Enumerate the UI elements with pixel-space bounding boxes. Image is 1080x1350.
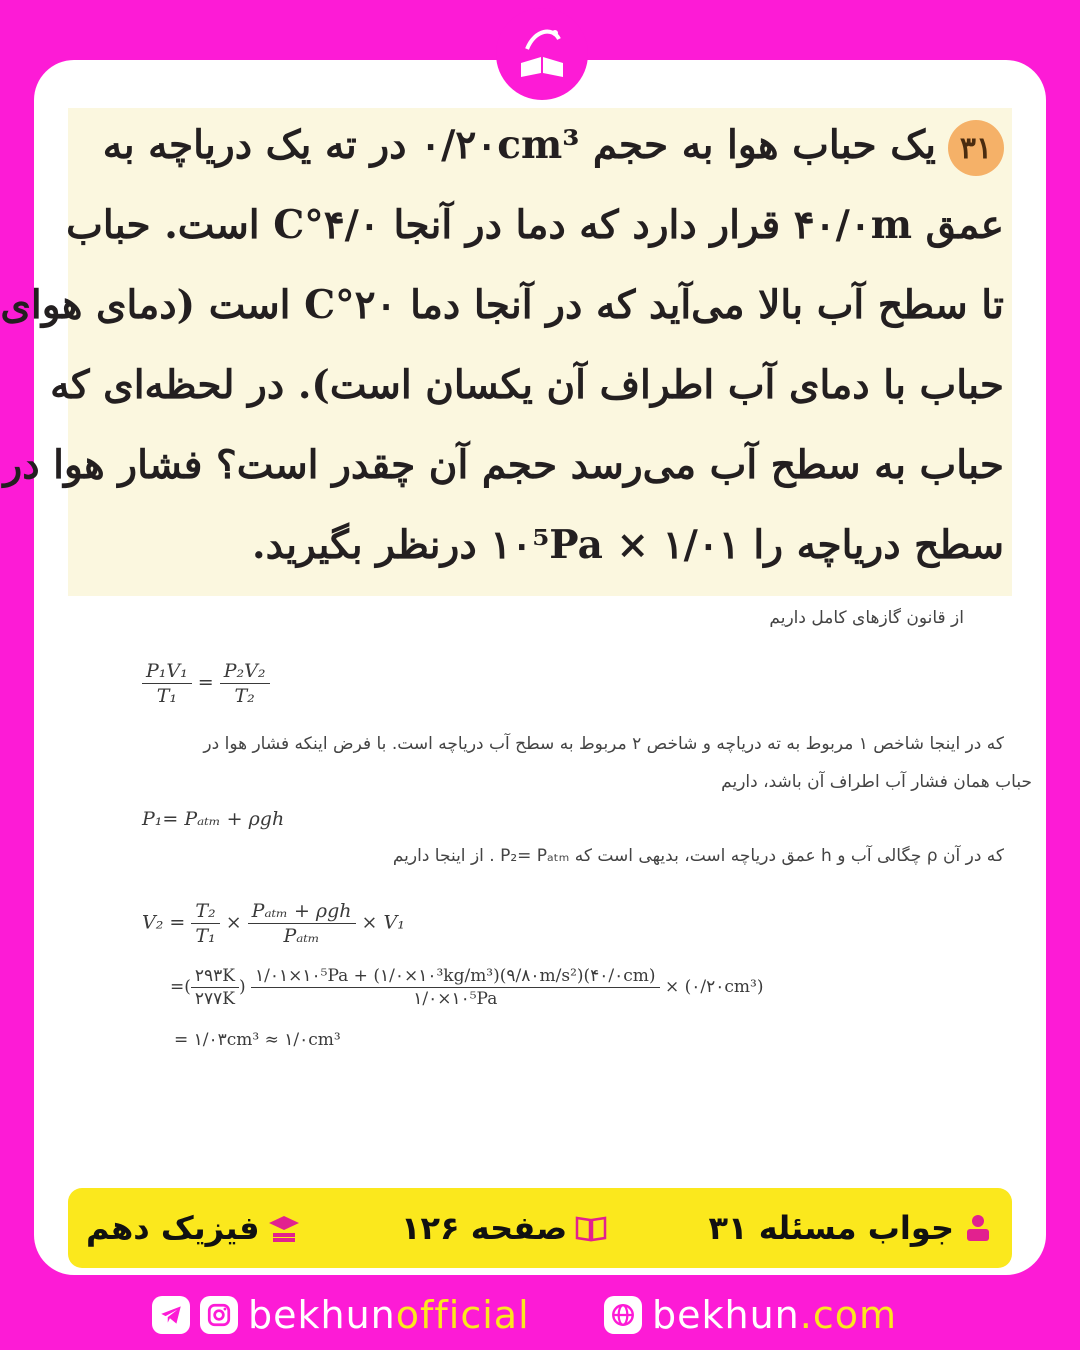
graduation-cap-icon [268,1212,300,1244]
question-line: تا سطح آب بالا می‌آید که در آنجا دما ۲۰°C است (دمای هوای [0,282,1004,328]
eq4-pressure-numerator: ۱/۰۱×۱۰⁵Pa + (۱/۰×۱۰³kg/m³)(۹/۸۰m/s²)(۴۰/۰cm) [251,966,660,988]
telegram-icon[interactable] [152,1296,190,1334]
eq3-times: × [225,911,242,934]
question-box [0,108,1012,596]
final-result: = ۱/۰۳cm³ ≈ ۱/۰cm³ [174,1030,341,1050]
book-label: فیزیک دهم [86,1209,260,1247]
eq1-rhs-numerator: P₂V₂ [220,660,270,684]
social-handle[interactable] [248,1293,530,1337]
answer-label: جواب مسئله ۳۱ [708,1209,954,1247]
page-label-group [401,1209,607,1247]
eq1-lhs-numerator: P₁V₁ [142,660,192,684]
eq3-lhs: V₂ = [142,911,186,934]
eq3-frac1-denominator: T₁ [195,925,216,947]
question-line: حباب با دمای آب اطراف آن یکسان است). در لحظه‌ای که [50,362,1004,408]
solution-text-line: که در آن ρ چگالی آب و h عمق دریاچه است، بدیهی است که P₂= Pₐₜₘ . از اینجا داریم [392,846,1004,866]
question-line: یک حباب هوا به حجم ۰/۲۰cm³ در ته یک دریاچه به [102,122,936,168]
eq1-lhs-denominator: T₁ [156,685,178,707]
eq4-mid: ) [238,977,246,997]
eq3-frac1-numerator: T₂ [191,900,219,924]
eq3-frac2-denominator: Pₐₜₘ [283,925,320,947]
website-url[interactable] [652,1293,897,1337]
eq3-tail: × V₁ [361,911,405,934]
volume-equation [142,900,405,947]
bekhun-logo [496,8,588,100]
eq4-tail: × (۰/۲۰cm³) [664,977,764,997]
question-line: سطح دریاچه را ۱/۰۱ × ۱۰⁵Pa درنظر بگیرید. [252,522,1004,568]
book-logo-icon [507,19,577,89]
question-number-badge: ۳۱ [948,120,1004,176]
instagram-icon[interactable] [200,1296,238,1334]
solution-text-line: حباب همان فشار آب اطراف آن باشد، داریم [721,772,1032,792]
instagram-handle-group[interactable] [152,1290,530,1340]
eq1-rhs-denominator: T₂ [234,685,255,707]
website-group[interactable] [604,1290,897,1340]
website-accent: .com [799,1293,898,1337]
numeric-substitution [170,966,763,1009]
answer-banner [68,1188,1012,1268]
open-book-icon [575,1212,607,1244]
social-handle-accent: official [395,1293,530,1337]
answer-label-group [709,1209,995,1247]
eq4-temp-numerator: ۲۹۳K [191,966,239,988]
eq3-frac2-numerator: Pₐₜₘ + ρgh [248,900,356,924]
eq4-prefix: =( [170,977,191,997]
solution-text-line: که در اینجا شاخص ۱ مربوط به ته دریاچه و شاخص ۲ مربوط به سطح آب دریاچه است. با فرض اینکه فشار هوا در [203,734,1004,754]
question-line: حباب به سطح آب می‌رسد حجم آن چقدر است؟ فشار هوا در [3,442,1004,488]
website-main: bekhun [652,1293,800,1337]
pressure-equation: P₁= Pₐₜₘ + ρgh [142,808,285,830]
book-label-group [86,1209,300,1247]
eq4-temp-denominator: ۲۷۷K [194,989,235,1009]
page-label: صفحه ۱۲۶ [400,1209,568,1247]
ideal-gas-equation [142,660,270,707]
question-line: عمق ۴۰/۰m قرار دارد که دما در آنجا ۴/۰°C است. حباب [66,202,1004,248]
solution-intro: از قانون گازهای کامل داریم [769,608,964,628]
social-handle-main: bekhun [248,1293,396,1337]
eq4-pressure-denominator: ۱/۰×۱۰⁵Pa [413,989,498,1009]
eq1-equals: = [197,671,214,694]
teacher-icon [962,1212,994,1244]
globe-icon[interactable] [604,1296,642,1334]
